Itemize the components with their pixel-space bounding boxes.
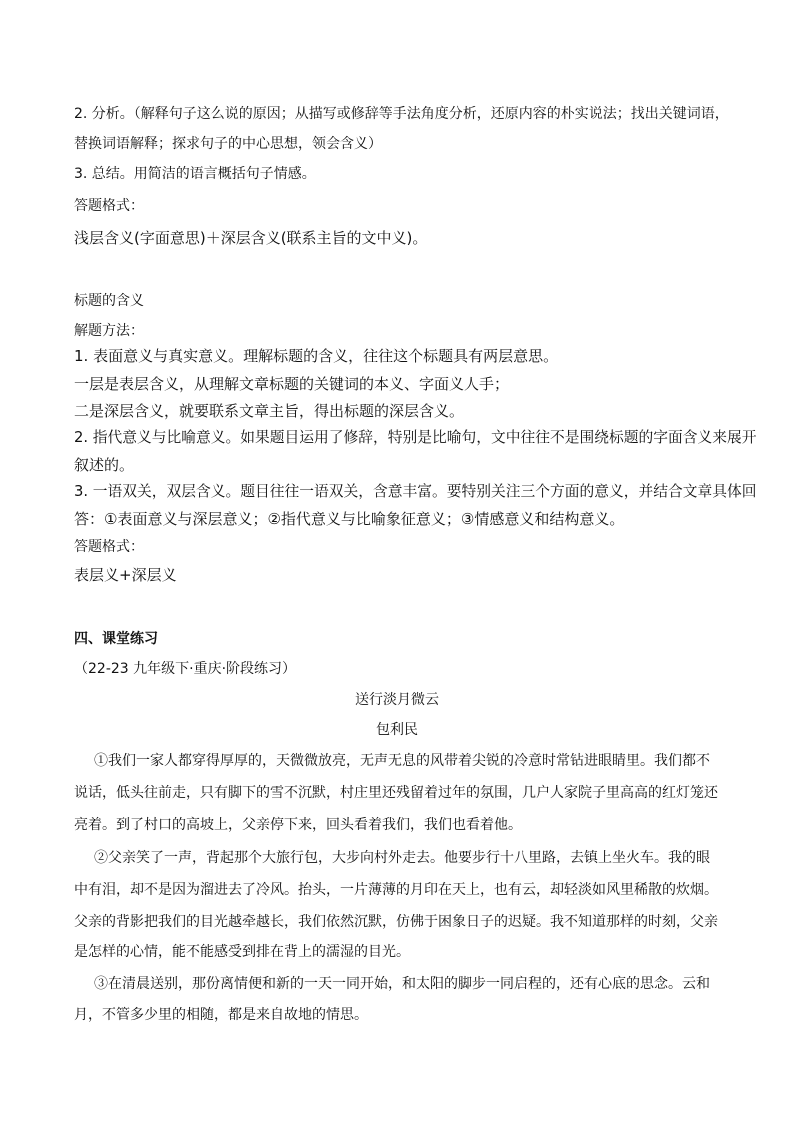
section-title: 四、课堂练习 [74, 631, 158, 647]
paragraph-1-line-3: 亮着。到了村口的高坡上，父亲停下来，回头看着我们，我们也看着他。 [74, 817, 522, 833]
paragraph-1-line-2: 说话，低头往前走，只有脚下的雪不沉默，村庄里还残留着过年的氛围，几户人家院子里高高的红灯笼还 [74, 785, 718, 801]
answer-format-text-2: 表层义+深层义 [74, 566, 177, 584]
paragraph-2-line-4: 是怎样的心情，能不能感受到排在背上的濡湿的目光。 [74, 944, 410, 960]
analysis-step-line-2: 替换词语解释；探求句子的中心思想，领会含义） [74, 136, 382, 152]
method-point-2-line-1: 2. 指代意义与比喻意义。如果题目运用了修辞，特别是比喻句，文中往往不是围绕标题的字面含义来展开 [74, 429, 757, 446]
answer-format-label-2: 答题格式： [74, 539, 144, 555]
summary-step-line: 3. 总结。用简洁的语言概括句子情感。 [74, 166, 316, 182]
answer-format-label: 答题格式： [74, 198, 144, 214]
method-label: 解题方法： [74, 323, 144, 339]
exercise-source: （22-23 九年级下·重庆·阶段练习） [74, 661, 297, 677]
method-point-3-line-1: 3. 一语双关，双层含义。题目往往一语双关，含意丰富。要特别关注三个方面的意义，并结合文章具体回 [74, 483, 757, 500]
essay-author: 包利民 [376, 722, 418, 738]
paragraph-3-line-2: 月，不管多少里的相随，都是来自故地的情思。 [74, 1007, 368, 1023]
title-meaning-heading: 标题的含义 [74, 293, 144, 309]
paragraph-1-line-1: ①我们一家人都穿得厚厚的，天微微放亮，无声无息的风带着尖锐的冷意时常钻进眼睛里。我们都不 [94, 753, 710, 769]
analysis-step-line-1: 2. 分析。（解释句子这么说的原因；从描写或修辞等手法角度分析，还原内容的朴实说法；找出关键词语， [74, 106, 729, 122]
method-point-1-layer-2: 二是深层含义，就要联系文章主旨，得出标题的深层含义。 [74, 402, 465, 420]
paragraph-2-line-3: 父亲的背影把我们的目光越牵越长，我们依然沉默，仿佛于困象日子的迟疑。我不知道那样的时刻，父亲 [74, 914, 718, 930]
method-point-1-layer-1: 一层是表层含义，从理解文章标题的关键词的本义、字面义人手； [74, 375, 510, 393]
paragraph-3-line-1: ③在清晨送别，那份离情便和新的一天一同开始，和太阳的脚步一同启程的，还有心底的思念。云和 [94, 976, 710, 992]
answer-format-text: 浅层含义(字面意思)＋深层含义(联系主旨的文中义)。 [74, 229, 428, 247]
method-point-3-line-2: 答：①表面意义与深层意义；②指代意义与比喻象征意义；③情感意义和结构意义。 [74, 510, 625, 528]
method-point-2-line-2: 叙述的。 [74, 456, 135, 474]
paragraph-2-line-1: ②父亲笑了一声，背起那个大旅行包，大步向村外走去。他要步行十八里路，去镇上坐火车。我的眼 [94, 850, 710, 866]
method-point-1: 1. 表面意义与真实意义。理解标题的含义，往往这个标题具有两层意思。 [74, 347, 559, 365]
paragraph-2-line-2: 中有泪，却不是因为溜进去了冷风。抬头，一片薄薄的月印在天上，也有云，却轻淡如风里稀散的炊烟。 [74, 882, 718, 898]
essay-title: 送行淡月微云 [355, 692, 439, 708]
